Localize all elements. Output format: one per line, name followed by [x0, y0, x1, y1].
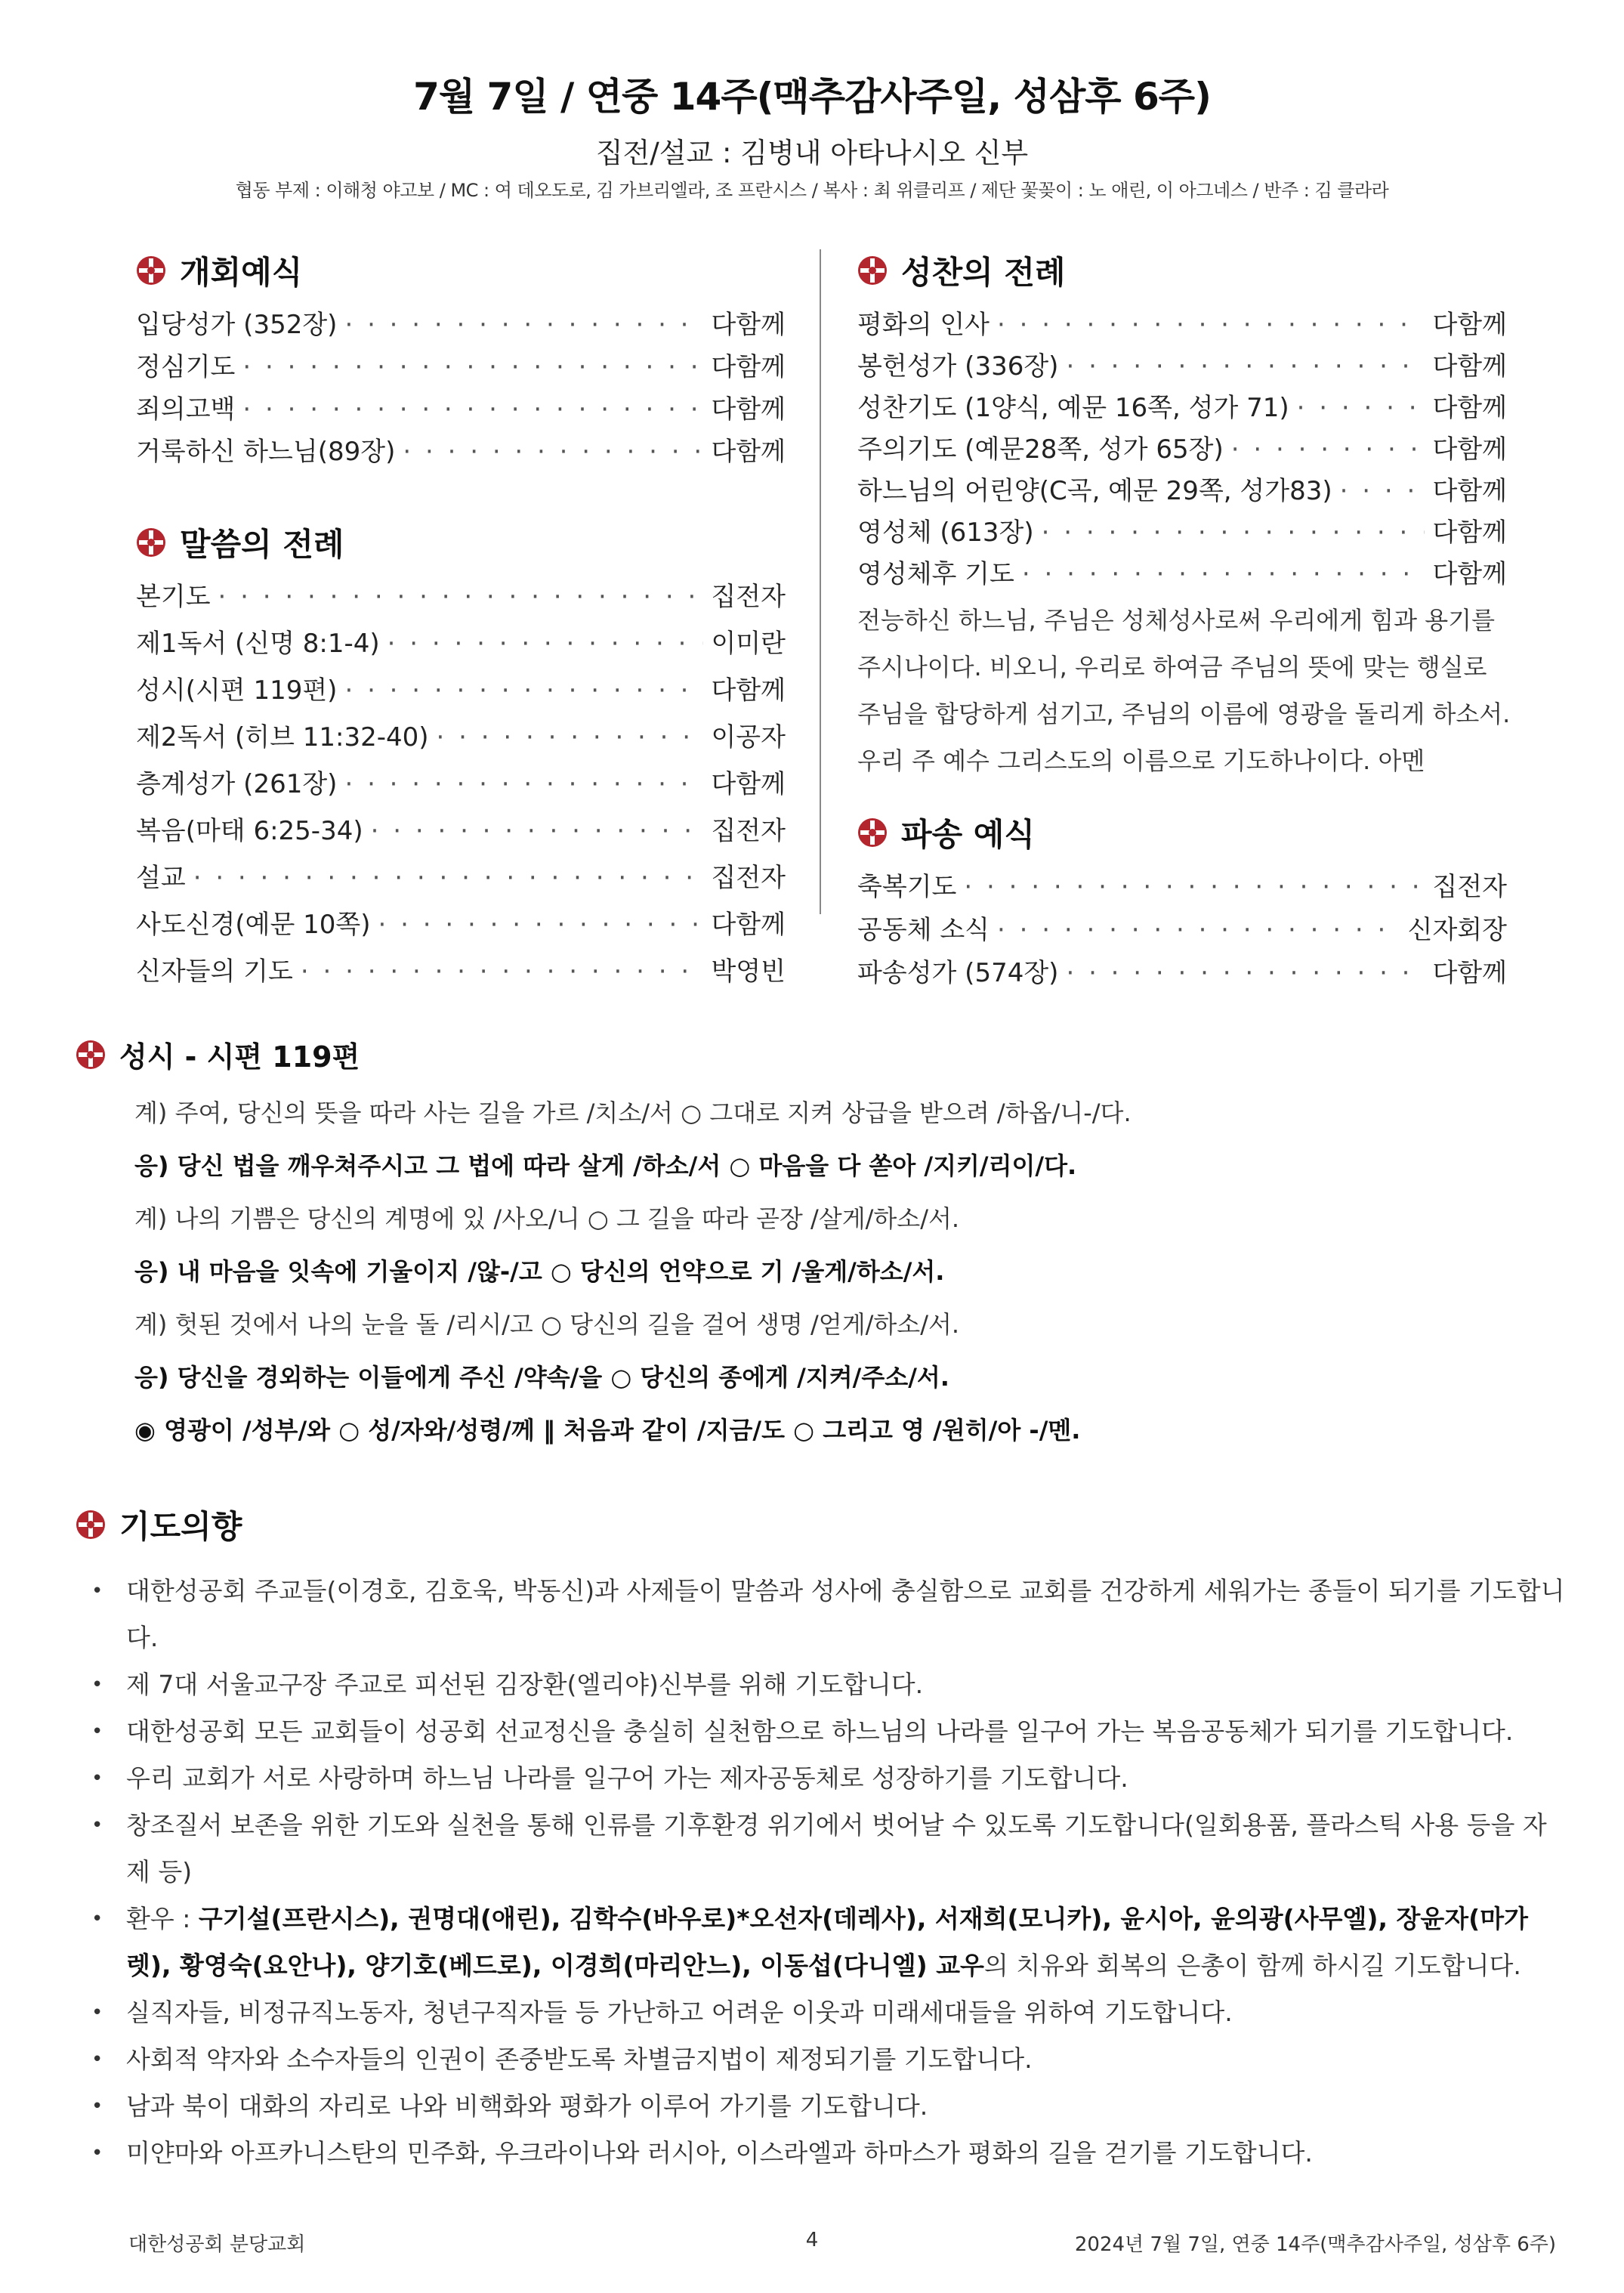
intention-item-sick [87, 1896, 1567, 1989]
dismissal-heading-label: 파송 예식 [901, 816, 1035, 853]
opening-heading [136, 248, 302, 293]
eucharist-item: 영성체 (613장) · · · 다함께 [857, 511, 1507, 549]
dismissal-item: 축복기도 · · · 집전자 [857, 866, 1507, 903]
intention-item: • 사회적 약자와 소수자들의 인권이 존중받도록 차별금지법이 제정되기를 기도합니다. [87, 2036, 1567, 2083]
officiant-line: 집전/설교 : 김병내 아타나시오 신부 [595, 137, 1029, 169]
intentions-heading-label: 기도의향 [119, 1508, 242, 1545]
psalm-response: 응) 내 마음을 잇속에 기울이지 /않-/고 ○ 당신의 언약으로 기 /울게/하소/서. [134, 1257, 945, 1286]
sick-prefix: 환우 : [126, 1904, 199, 1933]
intention-item: • 제 7대 서울교구장 주교로 피선된 김장환(엘리야)신부를 위해 기도합니다. [87, 1661, 1567, 1708]
page-number: 4 [805, 2229, 819, 2251]
psalm-verse: 계) 헛된 것에서 나의 눈을 돌 /리시/고 ○ 당신의 길을 걸어 생명 /얻게/하소/서. [134, 1310, 960, 1339]
eucharist-heading-label: 성찬의 전례 [901, 254, 1066, 291]
opening-item: 거룩하신 하느님(89장) · · · 다함께 [136, 431, 786, 468]
opening-item: 정심기도 · · · 다함께 [136, 346, 786, 383]
intention-item: • 실직자들, 비정규직노동자, 청년구직자들 등 가난하고 어려운 이웃과 미래세대들을 위하여 기도합니다. [87, 1989, 1567, 2036]
word-heading [136, 520, 344, 565]
column-divider [820, 249, 821, 914]
psalm-verse: 계) 주여, 당신의 뜻을 따라 사는 길을 가르 /치소/서 ○ 그대로 지켜 상급을 받으려 /하옵/니-/다. [134, 1099, 1132, 1127]
eucharist-item: 주의기도 (예문28쪽, 성가 65장) · · · 다함께 [857, 428, 1507, 465]
word-item: 사도신경(예문 10쪽) · · · 다함께 [136, 904, 786, 941]
psalm-response: 응) 당신을 경외하는 이들에게 주신 /약속/을 ○ 당신의 종에게 /지켜/주소/서. [134, 1363, 949, 1392]
cross-icon [857, 255, 888, 286]
eucharist-item: 하느님의 어린양(C곡, 예문 29쪽, 성가83) · · · 다함께 [857, 470, 1507, 507]
word-item: 본기도 · · · 집전자 [136, 576, 786, 613]
eucharist-item: 영성체후 기도 · · · 다함께 [857, 553, 1507, 590]
intentions-heading [76, 1502, 242, 1547]
cross-icon [136, 255, 166, 286]
psalm-response: 응) 당신 법을 깨우쳐주시고 그 법에 따라 살게 /하소/서 ○ 마음을 다 쏟아 /지키/리이/다. [134, 1151, 1077, 1180]
eucharist-item: 봉헌성가 (336장) · · · 다함께 [857, 345, 1507, 382]
dismissal-heading [857, 810, 1035, 855]
sick-suffix: 의 치유와 회복의 은총이 함께 하시길 기도합니다. [983, 1951, 1521, 1980]
page-title: 7월 7일 / 연중 14주(맥추감사주일, 성삼후 6주) [413, 75, 1211, 119]
post-communion-prayer: 전능하신 하느님, 주님은 성체성사로써 우리에게 힘과 용기를 주시나이다. 비오니, 우리로 하여금 주님의 뜻에 맞는 행실로 주님을 합당하게 섬기고, 주님의 이름에 영광을 돌리게 하소서. 우리 주 예수 그리스도의 이름으로 기도하나이다. 아멘 [857, 606, 1511, 775]
roles-line: 협동 부제 : 이해청 야고보 / MC : 여 데오도로, 김 가브리엘라, 조 프란시스 / 복사 : 최 위클리프 / 제단 꽃꽂이 : 노 애린, 이 아그네스 / 반주 : 김 클라라 [235, 180, 1389, 201]
psalm-heading-label: 성시 - 시편 119편 [119, 1040, 360, 1074]
footer-church: 대한성공회 분당교회 [128, 2233, 306, 2256]
eucharist-heading [857, 248, 1065, 293]
opening-heading-label: 개회예식 [180, 254, 303, 291]
opening-item: 입당성가 (352장) · · · 다함께 [136, 304, 786, 341]
gloria-patri: ◉ 영광이 /성부/와 ○ 성/자와/성령/께 ‖ 처음과 같이 /지금/도 ○ 그리고 영 /원히/아 -/멘. [134, 1416, 1081, 1445]
psalm-heading [76, 1034, 360, 1075]
opening-item: 죄의고백 · · · 다함께 [136, 388, 786, 425]
word-heading-label: 말씀의 전례 [180, 526, 344, 563]
intention-item: • 미얀마와 아프카니스탄의 민주화, 우크라이나와 러시아, 이스라엘과 하마스가 평화의 길을 걷기를 기도합니다. [87, 2130, 1567, 2177]
intention-item: • 남과 북이 대화의 자리로 나와 비핵화와 평화가 이루어 가기를 기도합니다. [87, 2083, 1567, 2130]
cross-icon [136, 527, 166, 558]
intention-item: • 우리 교회가 서로 사랑하며 하느님 나라를 일구어 가는 제자공동체로 성장하기를 기도합니다. [87, 1755, 1567, 1802]
intention-item: • 창조질서 보존을 위한 기도와 실천을 통해 인류를 기후환경 위기에서 벗어날 수 있도록 기도합니다(일회용품, 플라스틱 사용 등을 자제 등) [87, 1802, 1567, 1896]
word-item: 복음(마태 6:25-34) · · · 집전자 [136, 810, 786, 847]
dismissal-item: 파송성가 (574장) · · · 다함께 [857, 952, 1507, 989]
dismissal-item: 공동체 소식 · · · 신자회장 [857, 909, 1507, 946]
eucharist-item: 평화의 인사 · · · 다함께 [857, 304, 1507, 341]
intention-item: • 대한성공회 모든 교회들이 성공회 선교정신을 충실히 실천함으로 하느님의 나라를 일구어 가는 복음공동체가 되기를 기도합니다. [87, 1708, 1567, 1755]
footer-date: 2024년 7월 7일, 연중 14주(맥추감사주일, 성삼후 6주) [1074, 2233, 1556, 2256]
eucharist-item: 성찬기도 (1양식, 예문 16쪽, 성가 71) · · · 다함께 [857, 387, 1507, 424]
word-item: 제1독서 (신명 8:1-4) · · · 이미란 [136, 623, 786, 660]
cross-icon [76, 1510, 106, 1540]
cross-icon [857, 817, 888, 848]
word-item: 제2독서 (히브 11:32-40) · · · 이공자 [136, 716, 786, 753]
word-item: 층계성가 (261장) · · · 다함께 [136, 763, 786, 800]
word-item: 신자들의 기도 · · · 박영빈 [136, 950, 786, 987]
sick-names: 구기설(프란시스), 권명대(애린), 김학수(바우로)*오선자(데레사), 서재희(모니카), 윤시아, 윤의광(사무엘), 장윤자(마가렛), 황영숙(요안나), 양기호(베드로), 이경희(마리안느), 이동섭(다니엘) 교우 [126, 1904, 1528, 1980]
intention-item: • 대한성공회 주교들(이경호, 김호욱, 박동신)과 사제들이 말씀과 성사에 충실함으로 교회를 건강하게 세워가는 종들이 되기를 기도합니다. [87, 1568, 1567, 1661]
word-item: 성시(시편 119편) · · · 다함께 [136, 669, 786, 706]
psalm-verse: 계) 나의 기쁨은 당신의 계명에 있 /사오/니 ○ 그 길을 따라 곧장 /살게/하소/서. [134, 1204, 960, 1233]
word-item: 설교 · · · 집전자 [136, 857, 786, 894]
intentions-list [87, 1568, 1567, 2177]
cross-icon [76, 1040, 106, 1070]
